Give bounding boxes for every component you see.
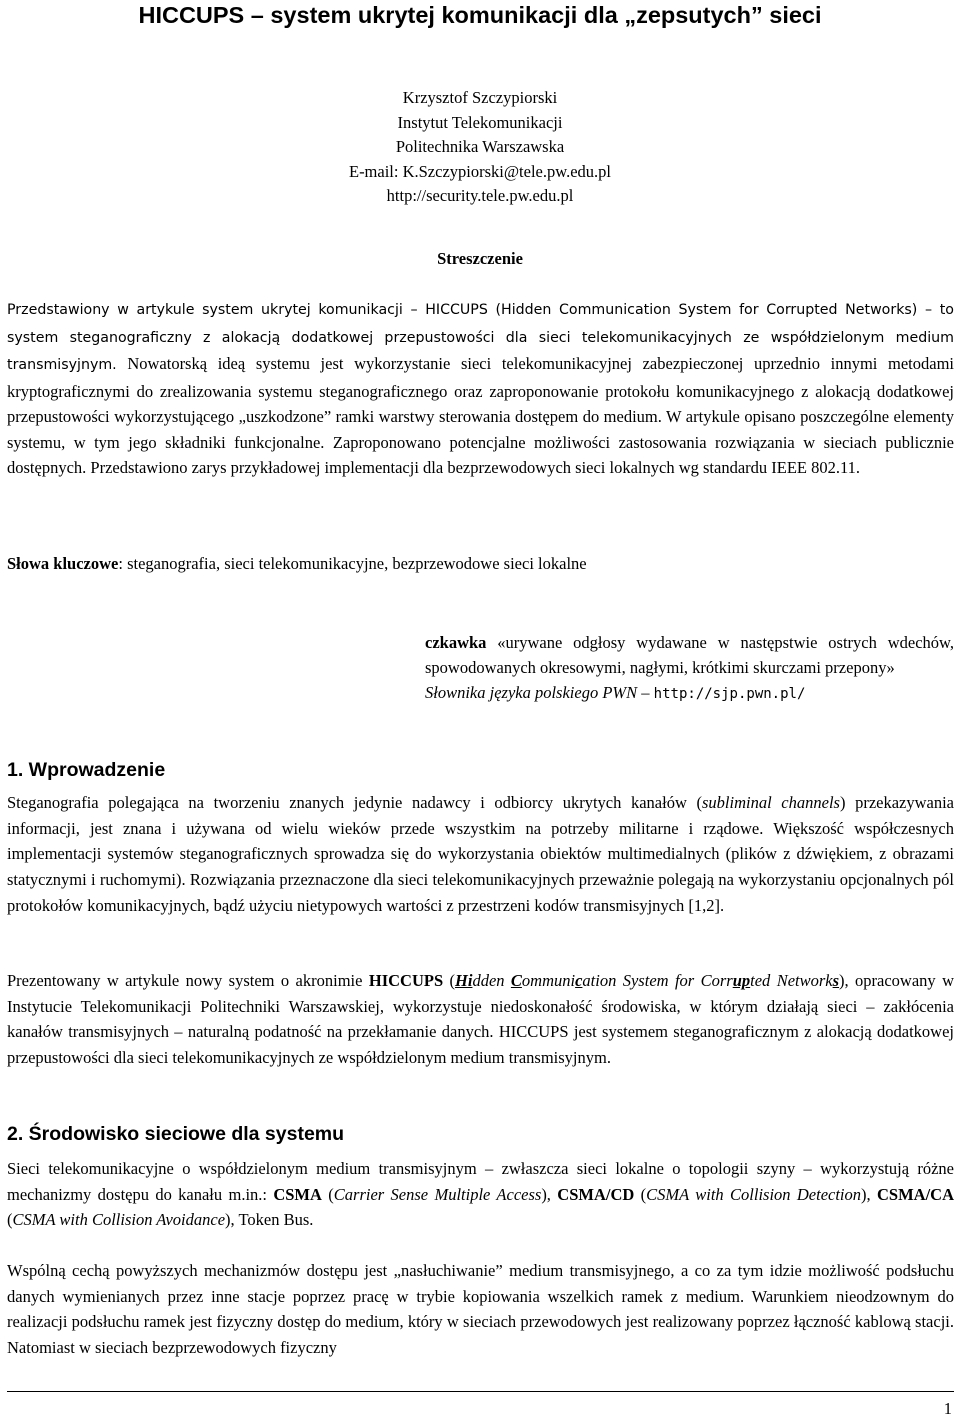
acronym-expansion [455, 971, 839, 990]
text-run: Steganografia polegająca na tworzeniu znanych jedynie nadawcy i odbiorcy ukrytych kanałów ( [7, 793, 702, 812]
keywords [7, 552, 954, 576]
footer-divider [7, 1391, 954, 1392]
acronym-hiccups: HICCUPS [368, 971, 444, 990]
term-csma-ca-expansion: CSMA with Collision Avoidance [12, 1210, 226, 1230]
epigraph [425, 630, 954, 707]
text-run: ation System for Corr [582, 971, 733, 990]
section-2-paragraph-1: Sieci telekomunikacyjne o współdzielonym medium transmisyjnym – zwłaszcza sieci lokalne o topologii szyny – wykorzystują różne mechanizmy dostępu do kanału m.in.: CSMA (Carrier Sense Multiple Access), CSMA/CD (CSMA with Collision Detection), CSMA/CA (CSMA with Collision Avoidance), Token Bus. [7, 1159, 954, 1230]
acronym-letter: C [510, 971, 522, 990]
section-2-heading: 2. Środowisko sieciowe dla systemu [7, 1123, 345, 1145]
abstract-text [7, 296, 954, 481]
section-1-paragraph-1 [7, 790, 954, 919]
author-url[interactable]: http://security.tele.pw.edu.pl [386, 186, 574, 205]
text-run: ommuni [521, 971, 576, 990]
term-csma-ca: CSMA/CA [877, 1184, 954, 1204]
term-subliminal-channels: subliminal channels [702, 793, 840, 812]
text-run: ), Token Bus. [225, 1210, 314, 1230]
epigraph-definition: «urywane odgłosy wydawane w następstwie ostrych wdechów, spowodowanych okresowymi, nagłymi, krótkimi skurczami przepony» [425, 633, 954, 677]
epigraph-source: Słownika języka polskiego PWN – [425, 683, 654, 702]
term-csma-expansion: Carrier Sense Multiple Access [333, 1184, 542, 1204]
term-csma-cd: CSMA/CD [557, 1184, 635, 1204]
section-2-paragraph-2: Wspólną cechą powyższych mechanizmów dostępu jest „nasłuchiwanie” medium transmisyjnego, a co za tym idzie możliwość podsłuchu danych wymienianych przez inne stacje poprzez pracę w trybie kopiowania wszelkich ramek z medium. Warunkiem nieodzownym do realizacji podsłuchu ramek jest fizyczny dostęp do medium, który w sieciach przewodowych jest realizowany poprzez łączność kablową stacji. Natomiast w sieciach bezprzewodowych fizyczny [7, 1261, 954, 1358]
author-block [0, 86, 960, 209]
acronym-letter: c [575, 971, 583, 990]
page-number: 1 [943, 1399, 952, 1418]
keywords-label: Słowa kluczowe [7, 554, 119, 573]
text-run: Prezentowany w artykule nowy system o akronimie [7, 971, 369, 990]
author-institute: Instytut Telekomunikacji [397, 112, 563, 132]
text-run: dden [472, 971, 511, 990]
acronym-letter: s [832, 971, 840, 990]
abstract-part-1: Przedstawiony w artykule system ukrytej komunikacji – HICCUPS (Hidden Communication System for Corrupted Networks) – to system steganograficzny z alokacją dodatkowej przepustowości dla sieci telekomunikacyjnych ze współdzielonym medium transmisyjnym. [7, 302, 954, 373]
text-run: ), opracowany w Instytucie Telekomunikacji Politechniki Warszawskiej, wykorzystuje niedoskonałość środowiska, w którym działają sieci – zakłócenia kanałów transmisyjnych – naturalną podatność na przekłamanie danych. HICCUPS jest systemem steganograficznym z alokacją dodatkowej przepustowości dla sieci telekomunikacyjnych ze współdzielonym medium transmisyjnym. [7, 971, 954, 1068]
acronym-letter: up [732, 971, 751, 990]
author-email[interactable]: E-mail: K.Szczypiorski@tele.pw.edu.pl [348, 161, 612, 181]
keywords-text: : steganografia, sieci telekomunikacyjne, bezprzewodowe sieci lokalne [118, 554, 587, 573]
author-university: Politechnika Warszawska [395, 137, 565, 156]
epigraph-source-url[interactable]: http://sjp.pwn.pl/ [653, 686, 806, 702]
abstract-part-2: Nowatorską ideą systemu jest wykorzystanie sieci telekomunikacyjnej zabezpieczonej uprzednio innymi metodami kryptograficznymi do zrealizowania systemu steganograficznego oraz zaproponowanie protokołu komunikacyjnego z alokacją dodatkowej przepustowości wykorzystującego „uszkodzone” ramki warstwy sterowania dostępem do medium. W artykule opisano poszczególne elementy systemu, w tym jego składniki funkcjonalne. Zaproponowano potencjalne możliwości zastosowania rozwiązania w sieciach publicznie dostępnych. Przedstawiono zarys przykładowej implementacji dla bezprzewodowych sieci lokalnych wg standardu IEEE 802.11. [7, 354, 954, 477]
acronym-letter: Hi [455, 971, 473, 990]
term-csma-cd-expansion: CSMA with Collision Detection [646, 1184, 862, 1204]
paper-title: HICCUPS – system ukrytej komunikacji dla „zepsutych” sieci [138, 2, 822, 28]
abstract-heading: Streszczenie [437, 249, 523, 268]
term-csma: CSMA [273, 1184, 322, 1204]
section-1-heading: 1. Wprowadzenie [7, 759, 166, 781]
epigraph-term: czkawka [425, 633, 487, 652]
author-name: Krzysztof Szczypiorski [402, 88, 558, 107]
text-run: ) przekazywania informacji, jest znana i używana od wielu wieków przede wszystkim na potrzeby militarne i rządowe. Większość współczesnych implementacji systemów steganograficznych sprowadza się do wykorzystania obiektów multimedialnych (plików z dźwiękiem, z obrazami statycznymi i ruchomymi). Rozwiązania przeznaczone dla sieci telekomunikacyjnych przeważnie polegają na wykorzystaniu opcjonalnych pól protokołów komunikacyjnych, bądź użyciu nietypowych wartości z przestrzeni kodów transmisyjnych [1,2]. [7, 793, 955, 915]
text-run: Sieci telekomunikacyjne o współdzielonym medium transmisyjnym – zwłaszcza sieci lokalne o topologii szyny – wykorzystują różne mechanizmy dostępu do kanału m.in.: [7, 1159, 954, 1204]
section-1-paragraph-2: Prezentowany w artykule nowy system o akronimie HICCUPS (Hidden Communication System for Corrupted Networks), opracowany w Instytucie Telekomunikacji Politechniki Warszawskiej, wykorzystuje niedoskonałość środowiska, w którym działają sieci – zakłócenia kanałów transmisyjnych – naturalną podatność na przekłamanie danych. HICCUPS jest systemem steganograficznym z alokacją dodatkowej przepustowości dla sieci telekomunikacyjnych ze współdzielonym medium transmisyjnym. [7, 971, 954, 1068]
text-run: ted Network [750, 971, 833, 990]
